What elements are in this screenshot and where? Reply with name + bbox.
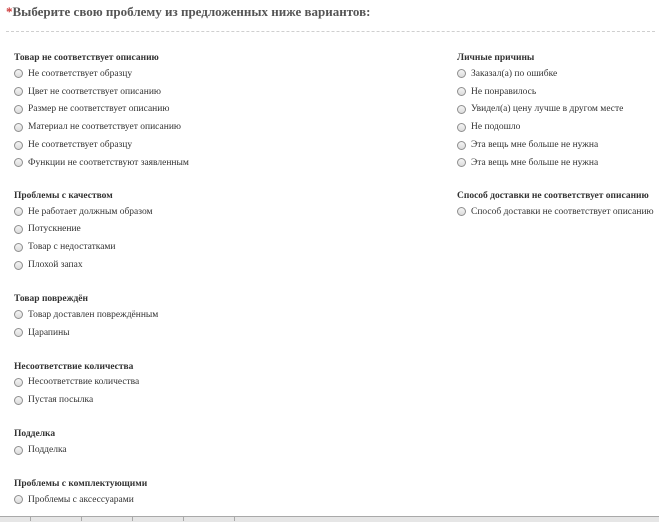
right-column bbox=[457, 52, 654, 221]
radio-button-icon[interactable] bbox=[457, 207, 466, 216]
reason-group bbox=[14, 52, 189, 172]
dashed-divider bbox=[6, 31, 655, 32]
radio-button-icon[interactable] bbox=[14, 141, 23, 150]
radio-option[interactable] bbox=[14, 306, 189, 324]
radio-option[interactable] bbox=[14, 221, 189, 239]
group-title: Проблемы с комплектующими bbox=[14, 478, 148, 489]
radio-option[interactable] bbox=[14, 324, 189, 342]
required-mark: * bbox=[6, 4, 13, 19]
option-label: Увидел(а) цену лучше в другом месте bbox=[471, 104, 624, 115]
radio-button-icon[interactable] bbox=[14, 378, 23, 387]
option-label: Цвет не соответствует описанию bbox=[28, 86, 161, 97]
radio-button-icon[interactable] bbox=[457, 141, 466, 150]
radio-button-icon[interactable] bbox=[14, 495, 23, 504]
option-label: Эта вещь мне больше не нужна bbox=[471, 157, 599, 168]
radio-button-icon[interactable] bbox=[14, 207, 23, 216]
group-title: Подделка bbox=[14, 429, 56, 440]
radio-option[interactable] bbox=[457, 154, 654, 172]
option-label: Способ доставки не соответствует описанию bbox=[471, 206, 654, 217]
option-label: Не подошло bbox=[471, 122, 521, 133]
option-label: Размер не соответствует описанию bbox=[28, 104, 170, 115]
radio-button-icon[interactable] bbox=[14, 105, 23, 114]
radio-option[interactable] bbox=[457, 136, 654, 154]
option-label: Функции не соответствуют заявленным bbox=[28, 157, 189, 168]
option-label: Материал не соответствует описанию bbox=[28, 122, 181, 133]
option-label: Несоответствие количества bbox=[28, 377, 140, 388]
radio-option[interactable] bbox=[14, 101, 189, 119]
radio-button-icon[interactable] bbox=[14, 328, 23, 337]
option-label: Товар с недостатками bbox=[28, 242, 116, 253]
radio-option[interactable] bbox=[14, 203, 189, 221]
radio-option[interactable] bbox=[457, 101, 654, 119]
option-label: Товар доставлен повреждённым bbox=[28, 309, 159, 320]
radio-button-icon[interactable] bbox=[457, 105, 466, 114]
group-title: Товар не соответствует описанию bbox=[14, 53, 159, 63]
radio-button-icon[interactable] bbox=[457, 123, 466, 132]
bottom-tab-strip bbox=[0, 516, 659, 522]
option-label: Царапины bbox=[28, 327, 70, 338]
tab-strip-segment bbox=[81, 517, 133, 521]
left-column bbox=[14, 52, 189, 509]
radio-button-icon[interactable] bbox=[14, 396, 23, 405]
radio-button-icon[interactable] bbox=[14, 225, 23, 234]
radio-option[interactable] bbox=[457, 83, 654, 101]
group-title: Несоответствие количества bbox=[14, 361, 134, 372]
radio-button-icon[interactable] bbox=[14, 446, 23, 455]
option-label: Не соответствует образцу bbox=[28, 68, 133, 79]
option-label: Проблемы с аксессуарами bbox=[28, 494, 134, 505]
radio-option[interactable] bbox=[457, 118, 654, 136]
radio-button-icon[interactable] bbox=[14, 123, 23, 132]
radio-button-icon[interactable] bbox=[14, 310, 23, 319]
radio-option[interactable] bbox=[14, 238, 189, 256]
page-title-text: Выберите свою проблему из предложенных ниже вариантов: bbox=[12, 4, 371, 19]
option-label: Не понравилось bbox=[471, 86, 537, 97]
radio-option[interactable] bbox=[14, 491, 189, 509]
group-title: Способ доставки не соответствует описанию bbox=[457, 190, 649, 201]
radio-option[interactable] bbox=[14, 83, 189, 101]
reason-group bbox=[14, 293, 189, 342]
page-title bbox=[6, 4, 370, 20]
radio-button-icon[interactable] bbox=[14, 261, 23, 270]
reason-group bbox=[14, 361, 189, 410]
radio-button-icon[interactable] bbox=[457, 158, 466, 167]
tab-strip-segment bbox=[30, 517, 82, 521]
reason-group bbox=[14, 428, 189, 459]
option-label: Пустая посылка bbox=[28, 395, 94, 406]
option-label: Эта вещь мне больше не нужна bbox=[471, 140, 599, 151]
group-title: Товар повреждён bbox=[14, 293, 88, 304]
group-title: Проблемы с качеством bbox=[14, 190, 113, 201]
option-label: Подделка bbox=[28, 445, 67, 456]
radio-button-icon[interactable] bbox=[457, 69, 466, 78]
reason-group bbox=[457, 190, 654, 221]
option-label: Не работает должным образом bbox=[28, 206, 153, 217]
radio-option[interactable] bbox=[457, 203, 654, 221]
radio-option[interactable] bbox=[457, 65, 654, 83]
option-label: Заказал(а) по ошибке bbox=[471, 68, 558, 79]
radio-option[interactable] bbox=[14, 154, 189, 172]
radio-option[interactable] bbox=[14, 374, 189, 392]
tab-strip-segment bbox=[183, 517, 235, 521]
reason-group bbox=[457, 52, 654, 172]
radio-option[interactable] bbox=[14, 136, 189, 154]
radio-option[interactable] bbox=[14, 256, 189, 274]
group-title: Личные причины bbox=[457, 53, 535, 63]
radio-option[interactable] bbox=[14, 65, 189, 83]
radio-button-icon[interactable] bbox=[14, 243, 23, 252]
reason-group bbox=[14, 190, 189, 274]
reason-group bbox=[14, 478, 189, 509]
radio-button-icon[interactable] bbox=[14, 158, 23, 167]
radio-option[interactable] bbox=[14, 118, 189, 136]
radio-button-icon[interactable] bbox=[14, 87, 23, 96]
radio-option[interactable] bbox=[14, 391, 189, 409]
radio-button-icon[interactable] bbox=[457, 87, 466, 96]
tab-strip-segment bbox=[0, 517, 31, 521]
option-label: Не соответствует образцу bbox=[28, 140, 133, 151]
option-label: Потускнение bbox=[28, 224, 81, 235]
radio-button-icon[interactable] bbox=[14, 69, 23, 78]
option-label: Плохой запах bbox=[28, 260, 83, 271]
tab-strip-segment bbox=[132, 517, 184, 521]
radio-option[interactable] bbox=[14, 441, 189, 459]
